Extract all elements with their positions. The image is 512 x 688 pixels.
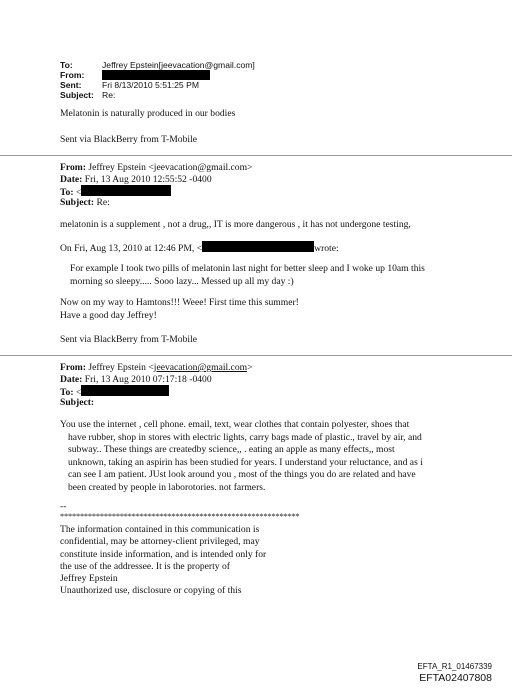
from-row	[60, 70, 255, 80]
quote-prefix: On Fri, Aug 13, 2010 at 12:46 PM, <	[60, 243, 203, 254]
body-line: been created by people in laborotories. not farmers.	[68, 481, 266, 493]
subject-label: Subject:	[60, 396, 95, 408]
disclaimer-line: confidential, may be attorney-client privileged, may	[60, 536, 260, 548]
body-line: can see I am patient. JUst look around you , most of the things you do are related and have	[68, 469, 416, 481]
from-suffix: >	[247, 362, 253, 373]
body-line: subway.. These things are createdby science,, . eating an apple as many effects,, most	[68, 444, 395, 456]
from-row	[60, 162, 252, 174]
from-prefix: Jeffrey Epstein <	[88, 362, 154, 373]
redaction-bar	[81, 385, 169, 396]
from-value: Jeffrey Epstein <jeevacation@gmail.com>	[88, 162, 253, 173]
message-line: Now on my way to Hamtons!!! Weee! First time this summer!	[60, 297, 299, 308]
date-value: Fri, 13 Aug 2010 12:55:52 -0400	[84, 173, 212, 185]
date-value: Fri, 13 Aug 2010 07:17:18 -0400	[84, 373, 212, 385]
email-header-2	[60, 162, 252, 208]
quoted-line: For example I took two pills of melatonin last night for better sleep and I woke up 10am this	[70, 263, 425, 274]
bates-id-small: EFTA_R1_01467339	[417, 662, 492, 671]
date-row	[60, 174, 252, 186]
body-line: have rubber, shop in stores with electric lights, carry bags made of plastic., travel by air, and	[68, 431, 422, 443]
quoted-line: morning so sleepy..... Sooo lazy... Messed up all my day :)	[70, 275, 294, 287]
subject-row	[60, 197, 252, 209]
from-label: From:	[60, 362, 86, 373]
body-line: unknown, taking an aspirin has been studied for years. I understand your reluctance, and as i	[68, 456, 423, 468]
to-row	[60, 385, 253, 397]
redaction-bar	[81, 185, 171, 196]
to-value: <	[75, 387, 82, 399]
subject-value: Re:	[96, 196, 110, 208]
from-label: From:	[60, 70, 85, 80]
bates-id-large: EFTA02407808	[419, 672, 492, 684]
body-line: You use the internet , cell phone. email, text, wear clothes that contain polyester, shoes that	[60, 419, 410, 430]
email-header-3	[60, 362, 253, 408]
separator-line	[0, 155, 512, 156]
email-link[interactable]: jeevacation@gmail.com	[153, 362, 248, 373]
to-label: To:	[60, 60, 73, 70]
disclaimer	[60, 524, 266, 598]
message-line: Sent via BlackBerry from T-Mobile	[60, 134, 197, 145]
quote-suffix: wrote:	[314, 243, 339, 254]
disclaimer-line: Unauthorized use, disclosure or copying of this	[60, 585, 242, 597]
sent-label: Sent:	[60, 80, 82, 90]
subject-label: Subject:	[60, 196, 95, 208]
quoted-message	[70, 263, 425, 288]
message-body	[60, 419, 423, 495]
subject-row	[60, 397, 253, 409]
date-label: Date:	[60, 373, 83, 385]
sent-value: Fri 8/13/2010 5:51:25 PM	[102, 80, 199, 90]
redaction-bar	[202, 241, 314, 252]
message-line: Melatonin is naturally produced in our bodies	[60, 108, 236, 119]
email-header-1	[60, 60, 255, 100]
disclaimer-line: the use of the addressee. It is the property of	[60, 560, 230, 572]
to-label: To:	[60, 187, 74, 199]
message-line: Have a good day Jeffrey!	[60, 309, 157, 321]
to-value: Jeffrey Epstein[jeevacation@gmail.com]	[102, 60, 255, 70]
message-body	[60, 297, 299, 322]
from-row	[60, 362, 253, 374]
separator-line	[0, 355, 512, 356]
message-line: Sent via BlackBerry from T-Mobile	[60, 334, 197, 345]
date-label: Date:	[60, 173, 83, 185]
message-line: melatonin is a supplement , not a drug,, IT is more dangerous , it has not undergone testing,	[60, 219, 411, 230]
to-label: To:	[60, 387, 74, 399]
from-label: From:	[60, 162, 86, 173]
subject-label: Subject:	[60, 90, 94, 100]
quote-attribution	[60, 241, 339, 255]
signature-dash: --	[60, 501, 67, 512]
to-value: <	[75, 187, 82, 199]
disclaimer-line: The information contained in this communication is	[60, 524, 260, 535]
subject-value: Re:	[102, 90, 116, 100]
date-row	[60, 374, 253, 386]
stars-divider: ************************************************************	[60, 512, 300, 521]
sent-row	[60, 80, 255, 90]
disclaimer-line: constitute inside information, and is intended only for	[60, 548, 267, 560]
redaction-bar	[102, 70, 210, 80]
subject-row	[60, 90, 255, 100]
disclaimer-line: Jeffrey Epstein	[60, 573, 118, 585]
to-row	[60, 60, 255, 70]
to-row	[60, 185, 252, 197]
